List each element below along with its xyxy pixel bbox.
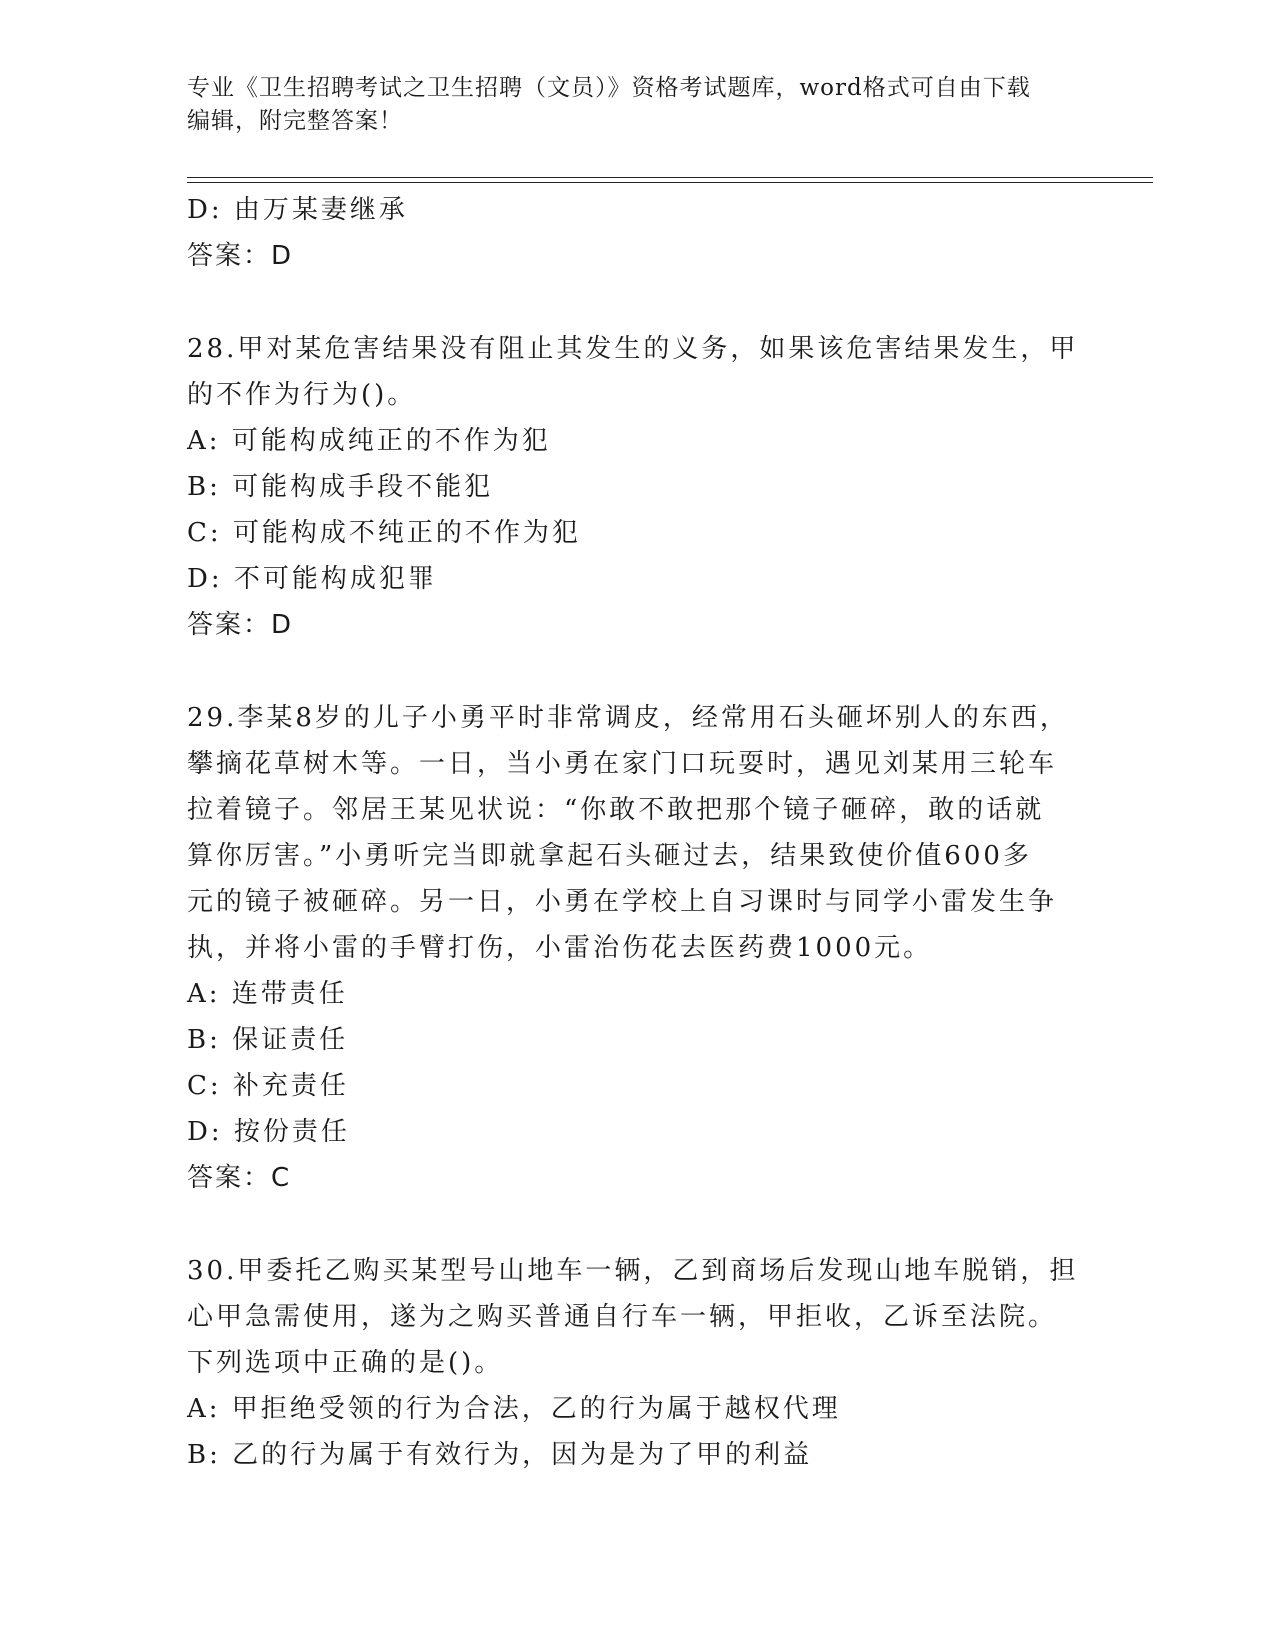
question-stem-line: 元的镜子被砸碎。另一日，小勇在学校上自习课时与同学小雷发生争 <box>187 887 1058 917</box>
header-divider-bottom <box>187 182 1153 183</box>
question-stem-line: 30.甲委托乙购买某型号山地车一辆，乙到商场后发现山地车脱销，担 <box>187 1256 1079 1286</box>
question-stem-line: 攀摘花草树木等。一日，当小勇在家门口玩耍时，遇见刘某用三轮车 <box>187 749 1058 779</box>
option-d: D: 不可能构成犯罪 <box>187 564 437 594</box>
question-stem-line: 算你厉害。”小勇听完当即就拿起石头砸过去，结果致使价值600多 <box>187 841 1032 871</box>
document-header <box>187 72 1087 138</box>
spacer <box>187 648 1087 695</box>
header-divider-top <box>187 177 1153 178</box>
option-b: B: 乙的行为属于有效行为，因为是为了甲的利益 <box>187 1440 813 1470</box>
option-c: C: 可能构成不纯正的不作为犯 <box>187 518 581 548</box>
question-stem-line: 28.甲对某危害结果没有阻止其发生的义务，如果该危害结果发生，甲 <box>187 334 1079 364</box>
answer: 答案：D <box>187 241 294 271</box>
question-stem-line: 心甲急需使用，遂为之购买普通自行车一辆，甲拒收，乙诉至法院。 <box>187 1302 1058 1332</box>
option-a: A: 连带责任 <box>187 979 348 1009</box>
spacer <box>187 279 1087 326</box>
question-29 <box>187 695 1087 1201</box>
option-a: A: 甲拒绝受领的行为合法，乙的行为属于越权代理 <box>187 1394 841 1424</box>
option-d: D: 由万某妻继承 <box>187 195 408 225</box>
option-a: A: 可能构成纯正的不作为犯 <box>187 426 551 456</box>
header-line-2: 编辑，附完整答案！ <box>187 108 403 134</box>
question-stem-line: 下列选项中正确的是()。 <box>187 1348 504 1378</box>
option-c: C: 补充责任 <box>187 1071 349 1101</box>
option-b: B: 保证责任 <box>187 1025 349 1055</box>
question-stem-line: 29.李某8岁的儿子小勇平时非常调皮，经常用石头砸坏别人的东西， <box>187 703 1069 733</box>
option-d: D: 按份责任 <box>187 1117 350 1147</box>
answer: 答案：C <box>187 1163 292 1193</box>
document-body <box>187 187 1087 1478</box>
question-28 <box>187 326 1087 648</box>
answer: 答案：D <box>187 610 294 640</box>
header-line-1: 专业《卫生招聘考试之卫生招聘（文员）》资格考试题库，word格式可自由下载 <box>187 75 1031 101</box>
question-27-tail <box>187 187 1087 279</box>
spacer <box>187 1201 1087 1248</box>
question-30 <box>187 1248 1087 1478</box>
question-stem-line: 执，并将小雷的手臂打伤，小雷治伤花去医药费1000元。 <box>187 933 933 963</box>
question-stem-line: 的不作为行为()。 <box>187 380 417 410</box>
question-stem-line: 拉着镜子。邻居王某见状说：“你敢不敢把那个镜子砸碎，敢的话就 <box>187 795 1045 825</box>
option-b: B: 可能构成手段不能犯 <box>187 472 494 502</box>
